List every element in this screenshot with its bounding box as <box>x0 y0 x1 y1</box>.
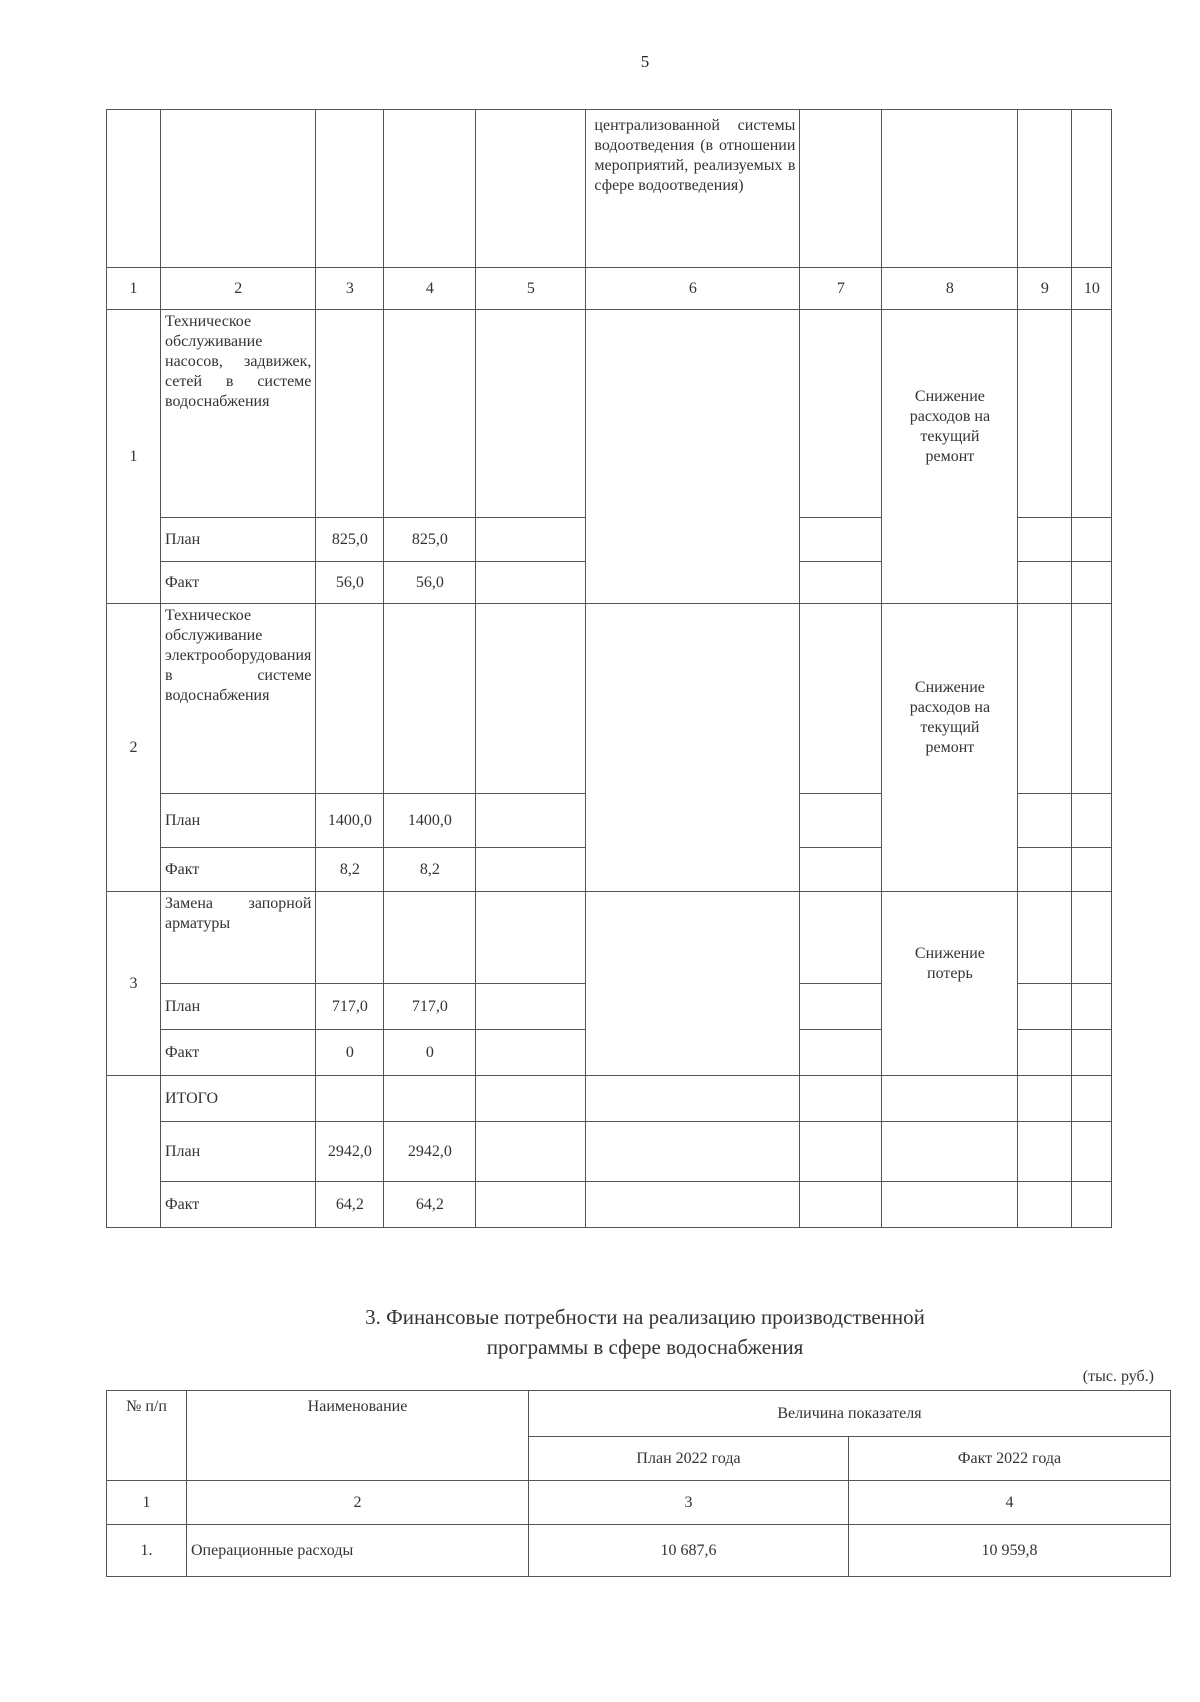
item-description: Техническое обслуживание насосов, задвижек, сетей в системе водоснабжения <box>161 310 316 518</box>
fact-label: Факт <box>161 848 316 892</box>
plan-value: 825,0 <box>316 518 384 562</box>
num-header: № п/п <box>107 1391 187 1481</box>
fact-value: 0 <box>384 1030 476 1076</box>
item-1-description-row <box>107 310 1112 518</box>
fin-header-row-1 <box>107 1391 1171 1437</box>
fin-row-name: Операционные расходы <box>187 1525 529 1577</box>
fact-value: 0 <box>316 1030 384 1076</box>
fact-label: Факт <box>161 562 316 604</box>
fact-label: Факт <box>161 1182 316 1228</box>
fin-row-number: 1. <box>107 1525 187 1577</box>
section-title-line-2: программы в сфере водоснабжения <box>486 1335 804 1359</box>
col-number: 7 <box>800 268 882 310</box>
section-title <box>0 1302 1200 1362</box>
name-header: Наименование <box>187 1391 529 1481</box>
fact-value: 64,2 <box>316 1182 384 1228</box>
fact-value: 56,0 <box>316 562 384 604</box>
header-continuation-row <box>107 110 1112 268</box>
col-number: 1 <box>107 1481 187 1525</box>
fact-value: 56,0 <box>384 562 476 604</box>
value-group-header: Величина показателя <box>529 1391 1171 1437</box>
item-number: 2 <box>107 604 161 892</box>
plan-label: План <box>161 518 316 562</box>
col-number: 6 <box>586 268 800 310</box>
column-numbers-row <box>107 268 1112 310</box>
col-number: 3 <box>316 268 384 310</box>
col-number: 2 <box>161 268 316 310</box>
fact-header: Факт 2022 года <box>849 1437 1171 1481</box>
col-number: 4 <box>384 268 476 310</box>
financial-needs-table <box>106 1390 1171 1577</box>
col-number: 2 <box>187 1481 529 1525</box>
item-effect: Снижение расходов на текущий ремонт <box>882 310 1018 604</box>
total-label-row <box>107 1076 1112 1122</box>
col-number: 4 <box>849 1481 1171 1525</box>
plan-label: План <box>161 984 316 1030</box>
fin-row-plan: 10 687,6 <box>529 1525 849 1577</box>
col-number: 9 <box>1018 268 1072 310</box>
fin-row <box>107 1525 1171 1577</box>
item-2-description-row <box>107 604 1112 794</box>
item-effect: Снижение потерь <box>882 892 1018 1076</box>
plan-label: План <box>161 794 316 848</box>
col-number: 1 <box>107 268 161 310</box>
col-number: 8 <box>882 268 1018 310</box>
total-plan-row <box>107 1122 1112 1182</box>
fact-label: Факт <box>161 1030 316 1076</box>
header-col6-text: централизованной системы водоотведения (в отношении мероприятий, реализуемых в сфере водоотведения) <box>586 110 800 268</box>
item-number: 1 <box>107 310 161 604</box>
plan-value: 2942,0 <box>384 1122 476 1182</box>
plan-value: 2942,0 <box>316 1122 384 1182</box>
item-description: Техническое обслуживание электрооборудования в системе водоснабжения <box>161 604 316 794</box>
total-label: ИТОГО <box>161 1076 316 1122</box>
fact-value: 64,2 <box>384 1182 476 1228</box>
item-number: 3 <box>107 892 161 1076</box>
plan-value: 717,0 <box>316 984 384 1030</box>
plan-value: 1400,0 <box>316 794 384 848</box>
program-table <box>106 109 1112 1228</box>
col-number: 5 <box>476 268 586 310</box>
total-fact-row <box>107 1182 1112 1228</box>
item-description: Замена запорной арматуры <box>161 892 316 984</box>
item-effect: Снижение расходов на текущий ремонт <box>882 604 1018 892</box>
plan-label: План <box>161 1122 316 1182</box>
col-number: 3 <box>529 1481 849 1525</box>
plan-header: План 2022 года <box>529 1437 849 1481</box>
item-3-description-row <box>107 892 1112 984</box>
fact-value: 8,2 <box>316 848 384 892</box>
fact-value: 8,2 <box>384 848 476 892</box>
plan-value: 825,0 <box>384 518 476 562</box>
fin-column-numbers-row <box>107 1481 1171 1525</box>
col-number: 10 <box>1072 268 1112 310</box>
plan-value: 1400,0 <box>384 794 476 848</box>
page-number: 5 <box>640 52 650 71</box>
fin-row-fact: 10 959,8 <box>849 1525 1171 1577</box>
plan-value: 717,0 <box>384 984 476 1030</box>
section-title-line-1: 3. Финансовые потребности на реализацию производственной <box>365 1305 925 1329</box>
units-label: (тыс. руб.) <box>1082 1368 1154 1385</box>
